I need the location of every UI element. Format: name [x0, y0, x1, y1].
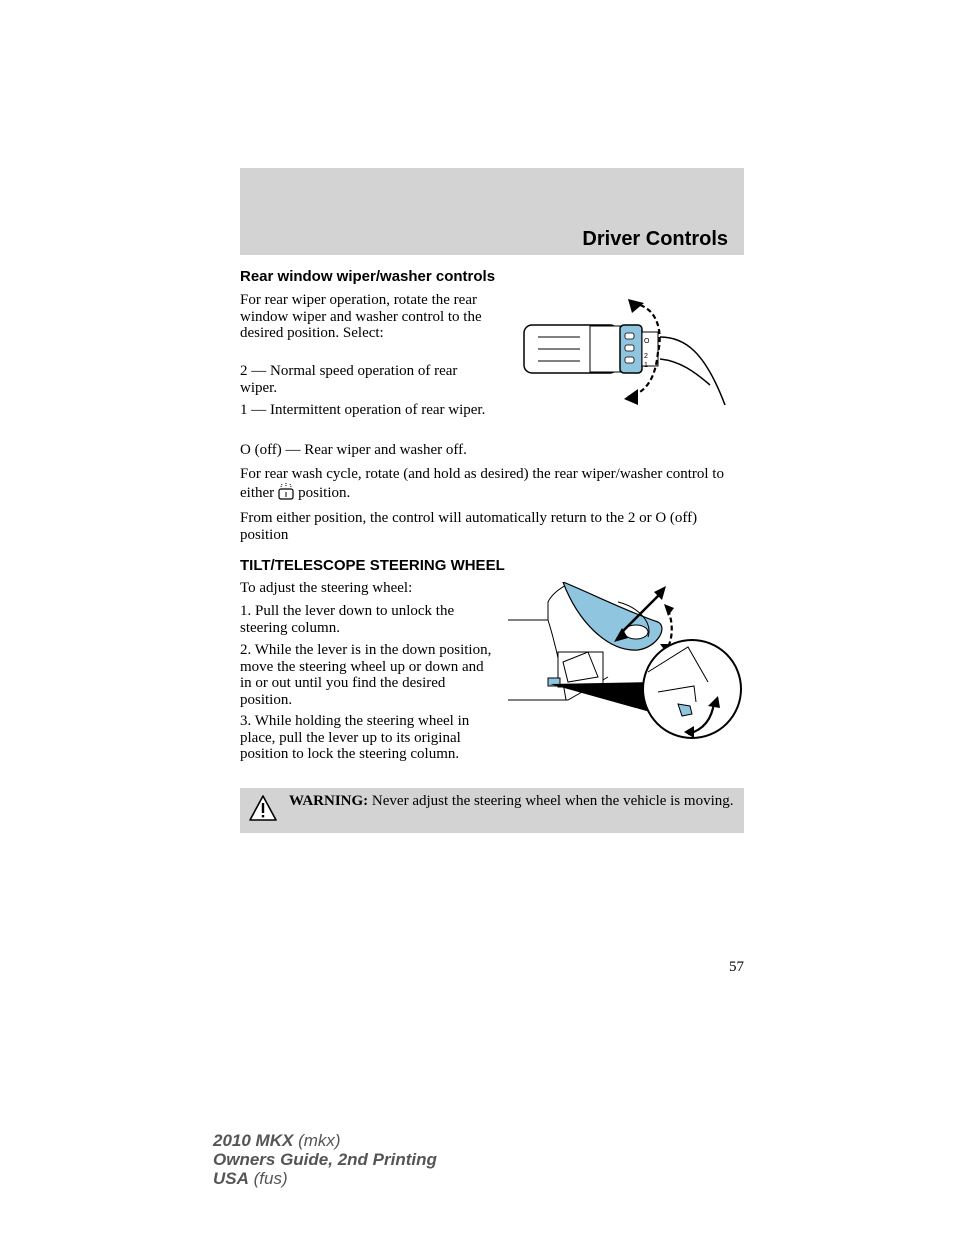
- rear-wash-text-after: position.: [298, 484, 351, 501]
- stalk-label-off: O: [644, 338, 650, 345]
- rear-wiper-option-1: 1 — Intermittent operation of rear wiper.: [240, 402, 486, 418]
- steering-step-1: 1. Pull the lever down to unlock the steering column.: [240, 603, 455, 636]
- stalk-label-1: 1: [644, 362, 648, 369]
- rear-washer-icon: [277, 483, 295, 505]
- rear-wiper-heading: Rear window wiper/washer controls: [240, 268, 496, 285]
- footer-line-3: [213, 1169, 437, 1188]
- warning-box: [240, 788, 744, 833]
- document-footer: [213, 1131, 437, 1188]
- footer-line-1: [213, 1131, 437, 1150]
- steering-step-2: 2. While the lever is in the down position, move the steering wheel up or down and in or out until you find the desired position.: [240, 642, 492, 708]
- rear-wiper-intro: For rear wiper operation, rotate the rear window wiper and washer control to the desired position. Select:: [240, 292, 482, 341]
- rear-wiper-stalk-figure: [520, 297, 726, 409]
- rear-wash-text-before: For rear wash cycle, rotate (and hold as desired) the rear wiper/washer control to either: [240, 466, 724, 501]
- stalk-label-2: 2: [644, 353, 648, 360]
- section-header-band: [240, 168, 744, 255]
- warning-triangle-icon: [248, 794, 278, 822]
- page-number: 57: [729, 959, 744, 975]
- rear-wiper-option-2: 2 — Normal speed operation of rear wiper.: [240, 363, 458, 396]
- footer-line-2: [213, 1150, 437, 1169]
- warning-message: Never adjust the steering wheel when the vehicle is moving.: [371, 793, 734, 809]
- rear-wiper-return-text: From either position, the control will automatically return to the 2 or O (off) position: [240, 510, 698, 543]
- steering-wheel-figure: [508, 582, 746, 744]
- footer-market-code: (fus): [253, 1169, 288, 1188]
- steering-heading: TILT/TELESCOPE STEERING WHEEL: [240, 557, 505, 574]
- footer-model-code: (mkx): [298, 1131, 341, 1150]
- footer-guide-edition: Owners Guide, 2nd Printing: [213, 1150, 437, 1169]
- section-title: Driver Controls: [582, 228, 728, 250]
- rear-wiper-option-off: O (off) — Rear wiper and washer off.: [240, 442, 467, 458]
- warning-text: [289, 793, 735, 810]
- footer-market: USA: [213, 1169, 249, 1188]
- rear-wash-instructions: [240, 466, 735, 504]
- steering-intro: To adjust the steering wheel:: [240, 580, 413, 596]
- steering-step-3: 3. While holding the steering wheel in place, pull the lever up to its original position to lock the steering column.: [240, 713, 470, 762]
- warning-label: WARNING:: [289, 793, 369, 809]
- footer-model: 2010 MKX: [213, 1131, 294, 1150]
